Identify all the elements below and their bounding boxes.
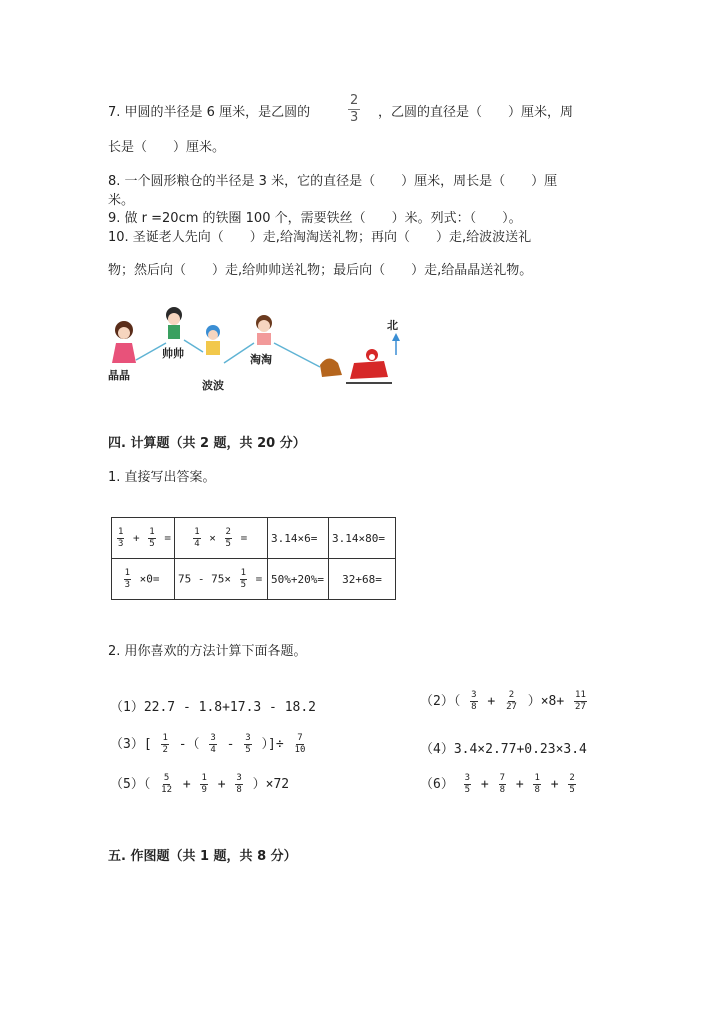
q10-line1: 10. 圣诞老人先向（ ）走,给淘淘送礼物；再向（ ）走,给波波送礼 xyxy=(108,230,532,245)
q7-line2: 长是（ ）厘米。 xyxy=(108,140,226,155)
cell-r2c4: 32+68= xyxy=(328,559,395,600)
problem-5: （5）（ $\frac{5}{12}$ + $\frac{1}{9}$ + $\frac{3}{8}$ ）×72 xyxy=(110,773,290,795)
north-label: 北 xyxy=(387,319,398,332)
q9-line: 9. 做 r =20cm 的铁圈 100 个，需要铁丝（ ）米。列式：（ ）。 xyxy=(108,211,522,226)
santa-sleigh xyxy=(320,349,392,383)
q8-line2: 米。 xyxy=(108,193,135,208)
name-shuaishuai: 帅帅 xyxy=(162,347,184,360)
name-bobo: 波波 xyxy=(202,379,224,392)
problem-2: （2）（ $\frac{3}{8}$ + $\frac{2}{27}$ ）×8+ $\frac{11}{27}$ xyxy=(420,690,586,712)
section4-title: 四. 计算题（共 2 题，共 20 分） xyxy=(108,436,306,451)
map-illustration xyxy=(106,305,416,395)
section4-q2: 2. 用你喜欢的方法计算下面各题。 xyxy=(108,644,307,659)
jingjing-figure xyxy=(112,321,136,363)
bobo-figure xyxy=(206,325,220,355)
q8-line1: 8. 一个圆形粮仓的半径是 3 米，它的直径是（ ）厘米，周长是（ ）厘 xyxy=(108,174,558,189)
cell-r2c2: 75 - 75× $\frac{1}{5}$ = xyxy=(174,559,267,600)
problem-3: （3）[ $\frac{1}{2}$ -（ $\frac{3}{4}$ - $\frac{3}{5}$ ）]÷ $\frac{7}{10}$ xyxy=(110,733,306,755)
q10-line2: 物；然后向（ ）走,给帅帅送礼物；最后向（ ）走,给晶晶送礼物。 xyxy=(108,263,533,278)
q7-line1b: ，乙圆的直径是（ ）厘米，周 xyxy=(378,105,574,120)
q7-line1: 7. 甲圆的半径是 6 厘米，是乙圆的 xyxy=(108,105,311,120)
q7-fraction: $\frac{2}{3}$ xyxy=(350,93,359,125)
taotao-figure xyxy=(256,315,272,345)
name-taotao: 淘淘 xyxy=(250,353,272,366)
table-row xyxy=(112,518,396,559)
calc-table xyxy=(111,517,396,600)
cell-r2c1: $\frac{1}{3}$ ×0= xyxy=(112,559,175,600)
cell-r1c1: $\frac{1}{3}$ + $\frac{1}{5}$ = xyxy=(112,518,175,559)
shuaishuai-figure xyxy=(166,307,182,339)
cell-r1c3: 3.14×6= xyxy=(267,518,328,559)
cell-r1c4: 3.14×80= xyxy=(328,518,395,559)
direction-map xyxy=(106,305,416,395)
cell-r2c3: 50%+20%= xyxy=(267,559,328,600)
name-jingjing: 晶晶 xyxy=(108,369,130,382)
table-row xyxy=(112,559,396,600)
problem-1: （1）22.7 - 1.8+17.3 - 18.2 xyxy=(110,700,317,715)
problem-4: （4）3.4×2.77+0.23×3.4 xyxy=(420,742,587,757)
cell-r1c2: $\frac{1}{4}$ × $\frac{2}{5}$ = xyxy=(174,518,267,559)
section5-title: 五. 作图题（共 1 题，共 8 分） xyxy=(108,849,297,864)
section4-q1: 1. 直接写出答案。 xyxy=(108,470,216,485)
problem-6: （6） $\frac{3}{5}$ + $\frac{7}{8}$ + $\frac{1}{8}$ + $\frac{2}{5}$ xyxy=(420,773,575,795)
